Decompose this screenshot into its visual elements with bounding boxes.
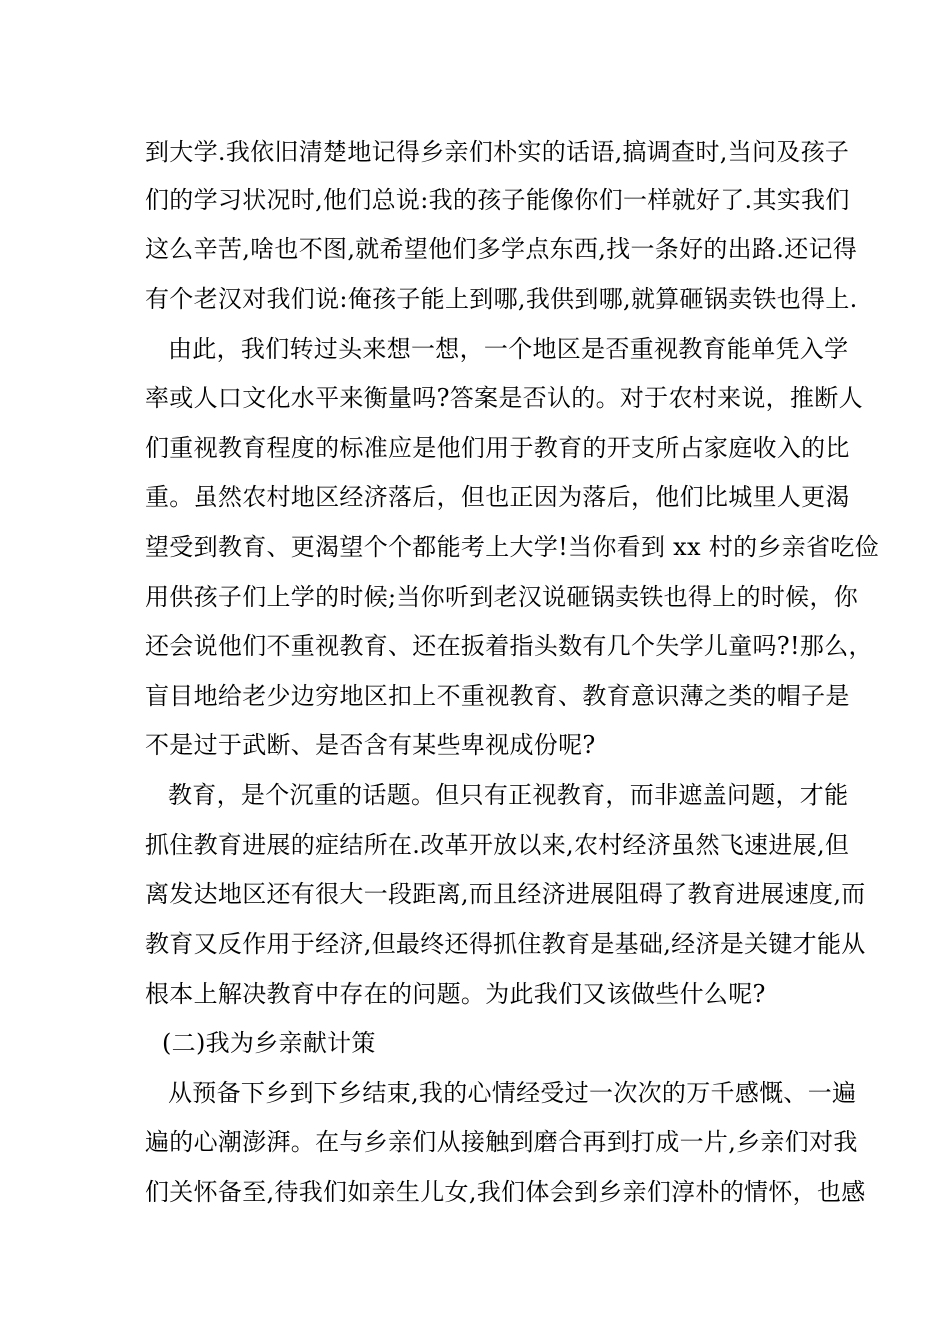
text-line: 这么辛苦,啥也不图,就希望他们多学点东西,找一条好的出路.还记得 xyxy=(145,235,858,263)
text-line: 不是过于武断、是否含有某些卑视成份呢? xyxy=(145,731,596,759)
text-line: 到大学.我依旧清楚地记得乡亲们朴实的话语,搞调查时,当问及孩子 xyxy=(145,138,850,166)
text-line: 重。虽然农村地区经济落后，但也正因为落后，他们比城里人更渴 xyxy=(145,483,850,511)
text-line: 望受到教育、更渴望个个都能考上大学!当你看到 xx 村的乡亲省吃俭 xyxy=(145,533,879,561)
text-line: 教育又反作用于经济,但最终还得抓住教育是基础,经济是关键才能从 xyxy=(145,930,866,958)
paragraph-start-line: 从预备下乡到下乡结束,我的心情经受过一次次的万千感慨、一遍 xyxy=(168,1079,857,1107)
text-line: 抓住教育进展的症结所在.改革开放以来,农村经济虽然飞速进展,但 xyxy=(145,831,850,859)
text-line: 遍的心潮澎湃。在与乡亲们从接触到磨合再到打成一片,乡亲们对我 xyxy=(145,1128,858,1156)
text-line: 们重视教育程度的标准应是他们用于教育的开支所占家庭收入的比 xyxy=(145,434,850,462)
paragraph-start-line: 由此，我们转过头来想一想，一个地区是否重视教育能单凭入学 xyxy=(168,335,849,363)
text-line: 们关怀备至,待我们如亲生儿女,我们体会到乡亲们淳朴的情怀，也感 xyxy=(145,1178,866,1206)
text-line: 还会说他们不重视教育、还在扳着指头数有几个失学儿童吗?!那么， xyxy=(145,632,873,660)
text-line: 有个老汉对我们说:俺孩子能上到哪,我供到哪,就算砸锅卖铁也得上. xyxy=(145,285,858,313)
text-line: 根本上解决教育中存在的问题。为此我们又该做些什么呢? xyxy=(145,980,766,1008)
text-line: 率或人口文化水平来衡量吗?答案是否认的。对于农村来说，推断人 xyxy=(145,384,863,412)
text-line: 离发达地区还有很大一段距离,而且经济进展阻碍了教育进展速度,而 xyxy=(145,880,866,908)
section-heading: (二)我为乡亲献计策 xyxy=(162,1029,376,1057)
paragraph-start-line: 教育，是个沉重的话题。但只有正视教育，而非遮盖问题，才能 xyxy=(168,781,849,809)
text-line: 盲目地给老少边穷地区扣上不重视教育、教育意识薄之类的帽子是 xyxy=(145,682,850,710)
text-line: 们的学习状况时,他们总说:我的孩子能像你们一样就好了.其实我们 xyxy=(145,186,850,214)
text-line: 用供孩子们上学的时候;当你听到老汉说砸锅卖铁也得上的时候，你 xyxy=(145,583,859,611)
